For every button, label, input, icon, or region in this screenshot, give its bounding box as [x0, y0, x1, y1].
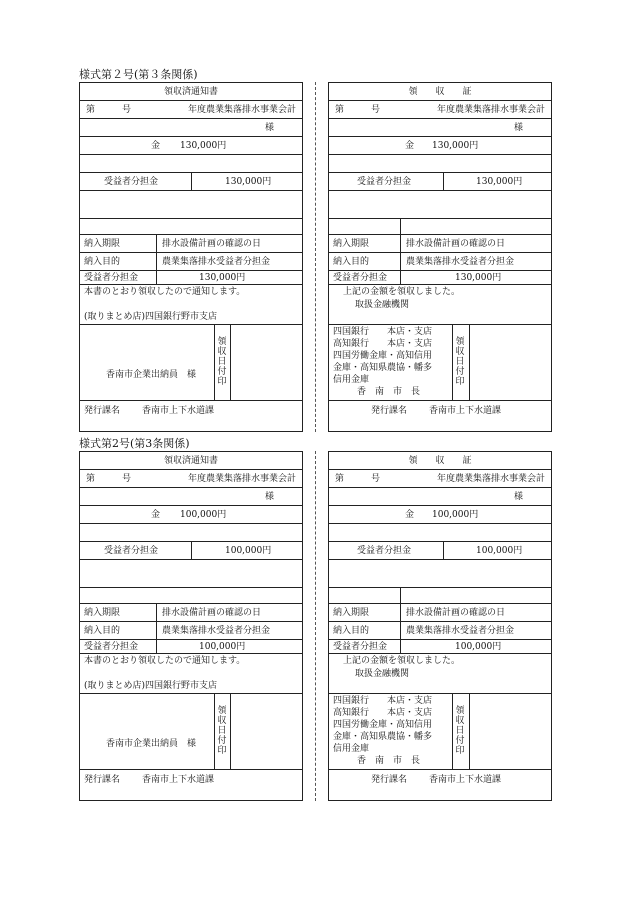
blank-row — [329, 560, 551, 588]
issuer-row — [329, 770, 551, 790]
number-row — [329, 101, 551, 119]
fee-label: 受益者分担金 — [333, 642, 388, 652]
purpose-label: 納入目的 — [84, 626, 121, 636]
receipt-form — [328, 82, 552, 432]
receipt-note-row — [329, 285, 551, 325]
amount-row — [80, 137, 302, 155]
issuer-value: 香南市上下水道課 — [429, 406, 502, 416]
bank-line: 四国労働金庫・高知信用 — [333, 351, 433, 361]
burden-value: 130,000円 — [476, 177, 523, 187]
fee-label: 受益者分担金 — [333, 273, 388, 283]
issuer-label: 発行課名 — [84, 775, 121, 785]
notice-text: 本書のとおり領収したので通知します。 — [84, 287, 246, 297]
receipt-note: 上記の金額を領収しました。 — [343, 656, 461, 666]
receiver-text: 香南市企業出納員 様 — [106, 739, 197, 749]
payer-row — [329, 488, 551, 506]
bank-line: 金庫・高知県農協・幡多 — [333, 363, 433, 373]
issuer-value: 香南市上下水道課 — [142, 406, 215, 416]
purpose-label: 納入目的 — [333, 257, 370, 267]
fee-value: 100,000円 — [455, 642, 502, 652]
city-head: 香 南 市 長 — [357, 756, 421, 766]
purpose-value: 農業集落排水受益者分担金 — [162, 257, 271, 267]
form-title-row — [329, 83, 551, 101]
fee-value: 130,000円 — [455, 273, 502, 283]
fee-row — [329, 271, 551, 285]
form-title: 領 収 証 — [408, 87, 472, 97]
blank-row — [80, 191, 302, 219]
fee-label: 受益者分担金 — [84, 273, 139, 283]
number-row — [80, 470, 302, 488]
burden-value: 100,000円 — [476, 546, 523, 556]
issuer-row — [80, 401, 302, 421]
form-title-row — [80, 452, 302, 470]
stamp-row — [80, 694, 302, 770]
number-label: 第 号 — [86, 105, 132, 115]
stamp-label: 領収日付印 — [455, 337, 465, 387]
cut-line — [315, 82, 316, 432]
fiscal-label: 年度農業集落排水事業会計 — [187, 105, 296, 115]
blank-row — [80, 155, 302, 173]
sama-label: 様 — [513, 492, 523, 502]
amount-label: 金 — [151, 141, 161, 151]
fiscal-label: 年度農業集落排水事業会計 — [436, 105, 545, 115]
payer-row — [80, 119, 302, 137]
notice-text: 本書のとおり領収したので通知します。 — [84, 656, 246, 666]
blank-row — [329, 219, 551, 235]
fee-row — [80, 271, 302, 285]
blank-row — [329, 524, 551, 542]
deadline-value: 排水設備計画の確認の日 — [406, 608, 506, 618]
issuer-row — [329, 401, 551, 421]
issuer-label: 発行課名 — [84, 406, 121, 416]
stamp-label: 領収日付印 — [217, 706, 227, 756]
bank-heading: 取扱金融機関 — [355, 300, 410, 310]
fee-row — [80, 640, 302, 654]
deadline-row — [329, 604, 551, 622]
amount-row — [329, 506, 551, 524]
burden-row — [80, 542, 302, 560]
bank-line: 高知銀行 本店・支店 — [333, 708, 433, 718]
bank-line: 四国銀行 本店・支店 — [333, 696, 433, 706]
issuer-value: 香南市上下水道課 — [142, 775, 215, 785]
fee-row — [329, 640, 551, 654]
bank-line: 四国労働金庫・高知信用 — [333, 720, 433, 730]
blank-row — [80, 524, 302, 542]
amount-value: 100,000円 — [180, 510, 227, 520]
burden-row — [80, 173, 302, 191]
purpose-label: 納入目的 — [333, 626, 370, 636]
burden-row — [329, 542, 551, 560]
fee-value: 130,000円 — [199, 273, 246, 283]
sama-label: 様 — [264, 123, 274, 133]
number-row — [329, 470, 551, 488]
receiver-text: 香南市企業出納員 様 — [106, 370, 197, 380]
receipt-note-row — [329, 654, 551, 694]
deadline-value: 排水設備計画の確認の日 — [162, 608, 262, 618]
bank-line: 信用金庫 — [333, 744, 370, 754]
burden-label: 受益者分担金 — [357, 177, 412, 187]
purpose-value: 農業集落排水受益者分担金 — [406, 257, 515, 267]
bank-line: 高知銀行 本店・支店 — [333, 339, 433, 349]
deadline-row — [329, 235, 551, 253]
amount-label: 金 — [405, 141, 415, 151]
issuer-label: 発行課名 — [371, 775, 408, 785]
form-caption: 様式第2号(第3条関係) — [79, 437, 190, 450]
deadline-label: 納入期限 — [333, 239, 370, 249]
bank-line: 金庫・高知県農協・幡多 — [333, 732, 433, 742]
burden-value: 100,000円 — [225, 546, 272, 556]
blank-row — [80, 219, 302, 235]
deadline-row — [80, 235, 302, 253]
issuer-label: 発行課名 — [371, 406, 408, 416]
bank-line: 信用金庫 — [333, 375, 370, 385]
deadline-value: 排水設備計画の確認の日 — [406, 239, 506, 249]
number-label: 第 号 — [86, 474, 132, 484]
deadline-value: 排水設備計画の確認の日 — [162, 239, 262, 249]
receipt-form — [328, 451, 552, 801]
notice-row — [80, 654, 302, 694]
amount-value: 100,000円 — [432, 510, 479, 520]
deadline-row — [80, 604, 302, 622]
stamp-label: 領収日付印 — [217, 337, 227, 387]
collector-text: (取りまとめ店)四国銀行野市支店 — [84, 681, 218, 691]
cut-line — [315, 451, 316, 801]
purpose-row — [329, 253, 551, 271]
form-caption: 様式第２号(第３条関係) — [79, 68, 198, 81]
fiscal-label: 年度農業集落排水事業会計 — [436, 474, 545, 484]
form-title-row — [329, 452, 551, 470]
purpose-value: 農業集落排水受益者分担金 — [162, 626, 271, 636]
number-label: 第 号 — [335, 474, 381, 484]
purpose-row — [80, 253, 302, 271]
fee-value: 100,000円 — [199, 642, 246, 652]
blank-row — [80, 588, 302, 604]
deadline-label: 納入期限 — [84, 239, 121, 249]
blank-row — [329, 588, 551, 604]
notice-row — [80, 285, 302, 325]
form-title-row — [80, 83, 302, 101]
deadline-label: 納入期限 — [333, 608, 370, 618]
form-title: 領 収 証 — [408, 456, 472, 466]
notice-form — [79, 451, 303, 801]
bank-line: 四国銀行 本店・支店 — [333, 327, 433, 337]
stamp-row — [329, 325, 551, 401]
issuer-value: 香南市上下水道課 — [429, 775, 502, 785]
amount-row — [329, 137, 551, 155]
blank-row — [329, 191, 551, 219]
burden-value: 130,000円 — [225, 177, 272, 187]
number-row — [80, 101, 302, 119]
purpose-label: 納入目的 — [84, 257, 121, 267]
burden-row — [329, 173, 551, 191]
deadline-label: 納入期限 — [84, 608, 121, 618]
fiscal-label: 年度農業集落排水事業会計 — [187, 474, 296, 484]
burden-label: 受益者分担金 — [104, 177, 159, 187]
purpose-row — [80, 622, 302, 640]
payer-row — [80, 488, 302, 506]
stamp-label: 領収日付印 — [455, 706, 465, 756]
amount-value: 130,000円 — [180, 141, 227, 151]
payer-row — [329, 119, 551, 137]
amount-row — [80, 506, 302, 524]
sama-label: 様 — [513, 123, 523, 133]
stamp-row — [80, 325, 302, 401]
stamp-row — [329, 694, 551, 770]
bank-heading: 取扱金融機関 — [355, 669, 410, 679]
form-title: 領収済通知書 — [163, 87, 218, 97]
burden-label: 受益者分担金 — [104, 546, 159, 556]
amount-label: 金 — [405, 510, 415, 520]
number-label: 第 号 — [335, 105, 381, 115]
purpose-row — [329, 622, 551, 640]
receipt-note: 上記の金額を領収しました。 — [343, 287, 461, 297]
notice-form — [79, 82, 303, 432]
burden-label: 受益者分担金 — [357, 546, 412, 556]
purpose-value: 農業集落排水受益者分担金 — [406, 626, 515, 636]
amount-label: 金 — [151, 510, 161, 520]
issuer-row — [80, 770, 302, 790]
city-head: 香 南 市 長 — [357, 387, 421, 397]
sama-label: 様 — [264, 492, 274, 502]
fee-label: 受益者分担金 — [84, 642, 139, 652]
form-title: 領収済通知書 — [163, 456, 218, 466]
blank-row — [80, 560, 302, 588]
amount-value: 130,000円 — [432, 141, 479, 151]
collector-text: (取りまとめ店)四国銀行野市支店 — [84, 312, 218, 322]
blank-row — [329, 155, 551, 173]
